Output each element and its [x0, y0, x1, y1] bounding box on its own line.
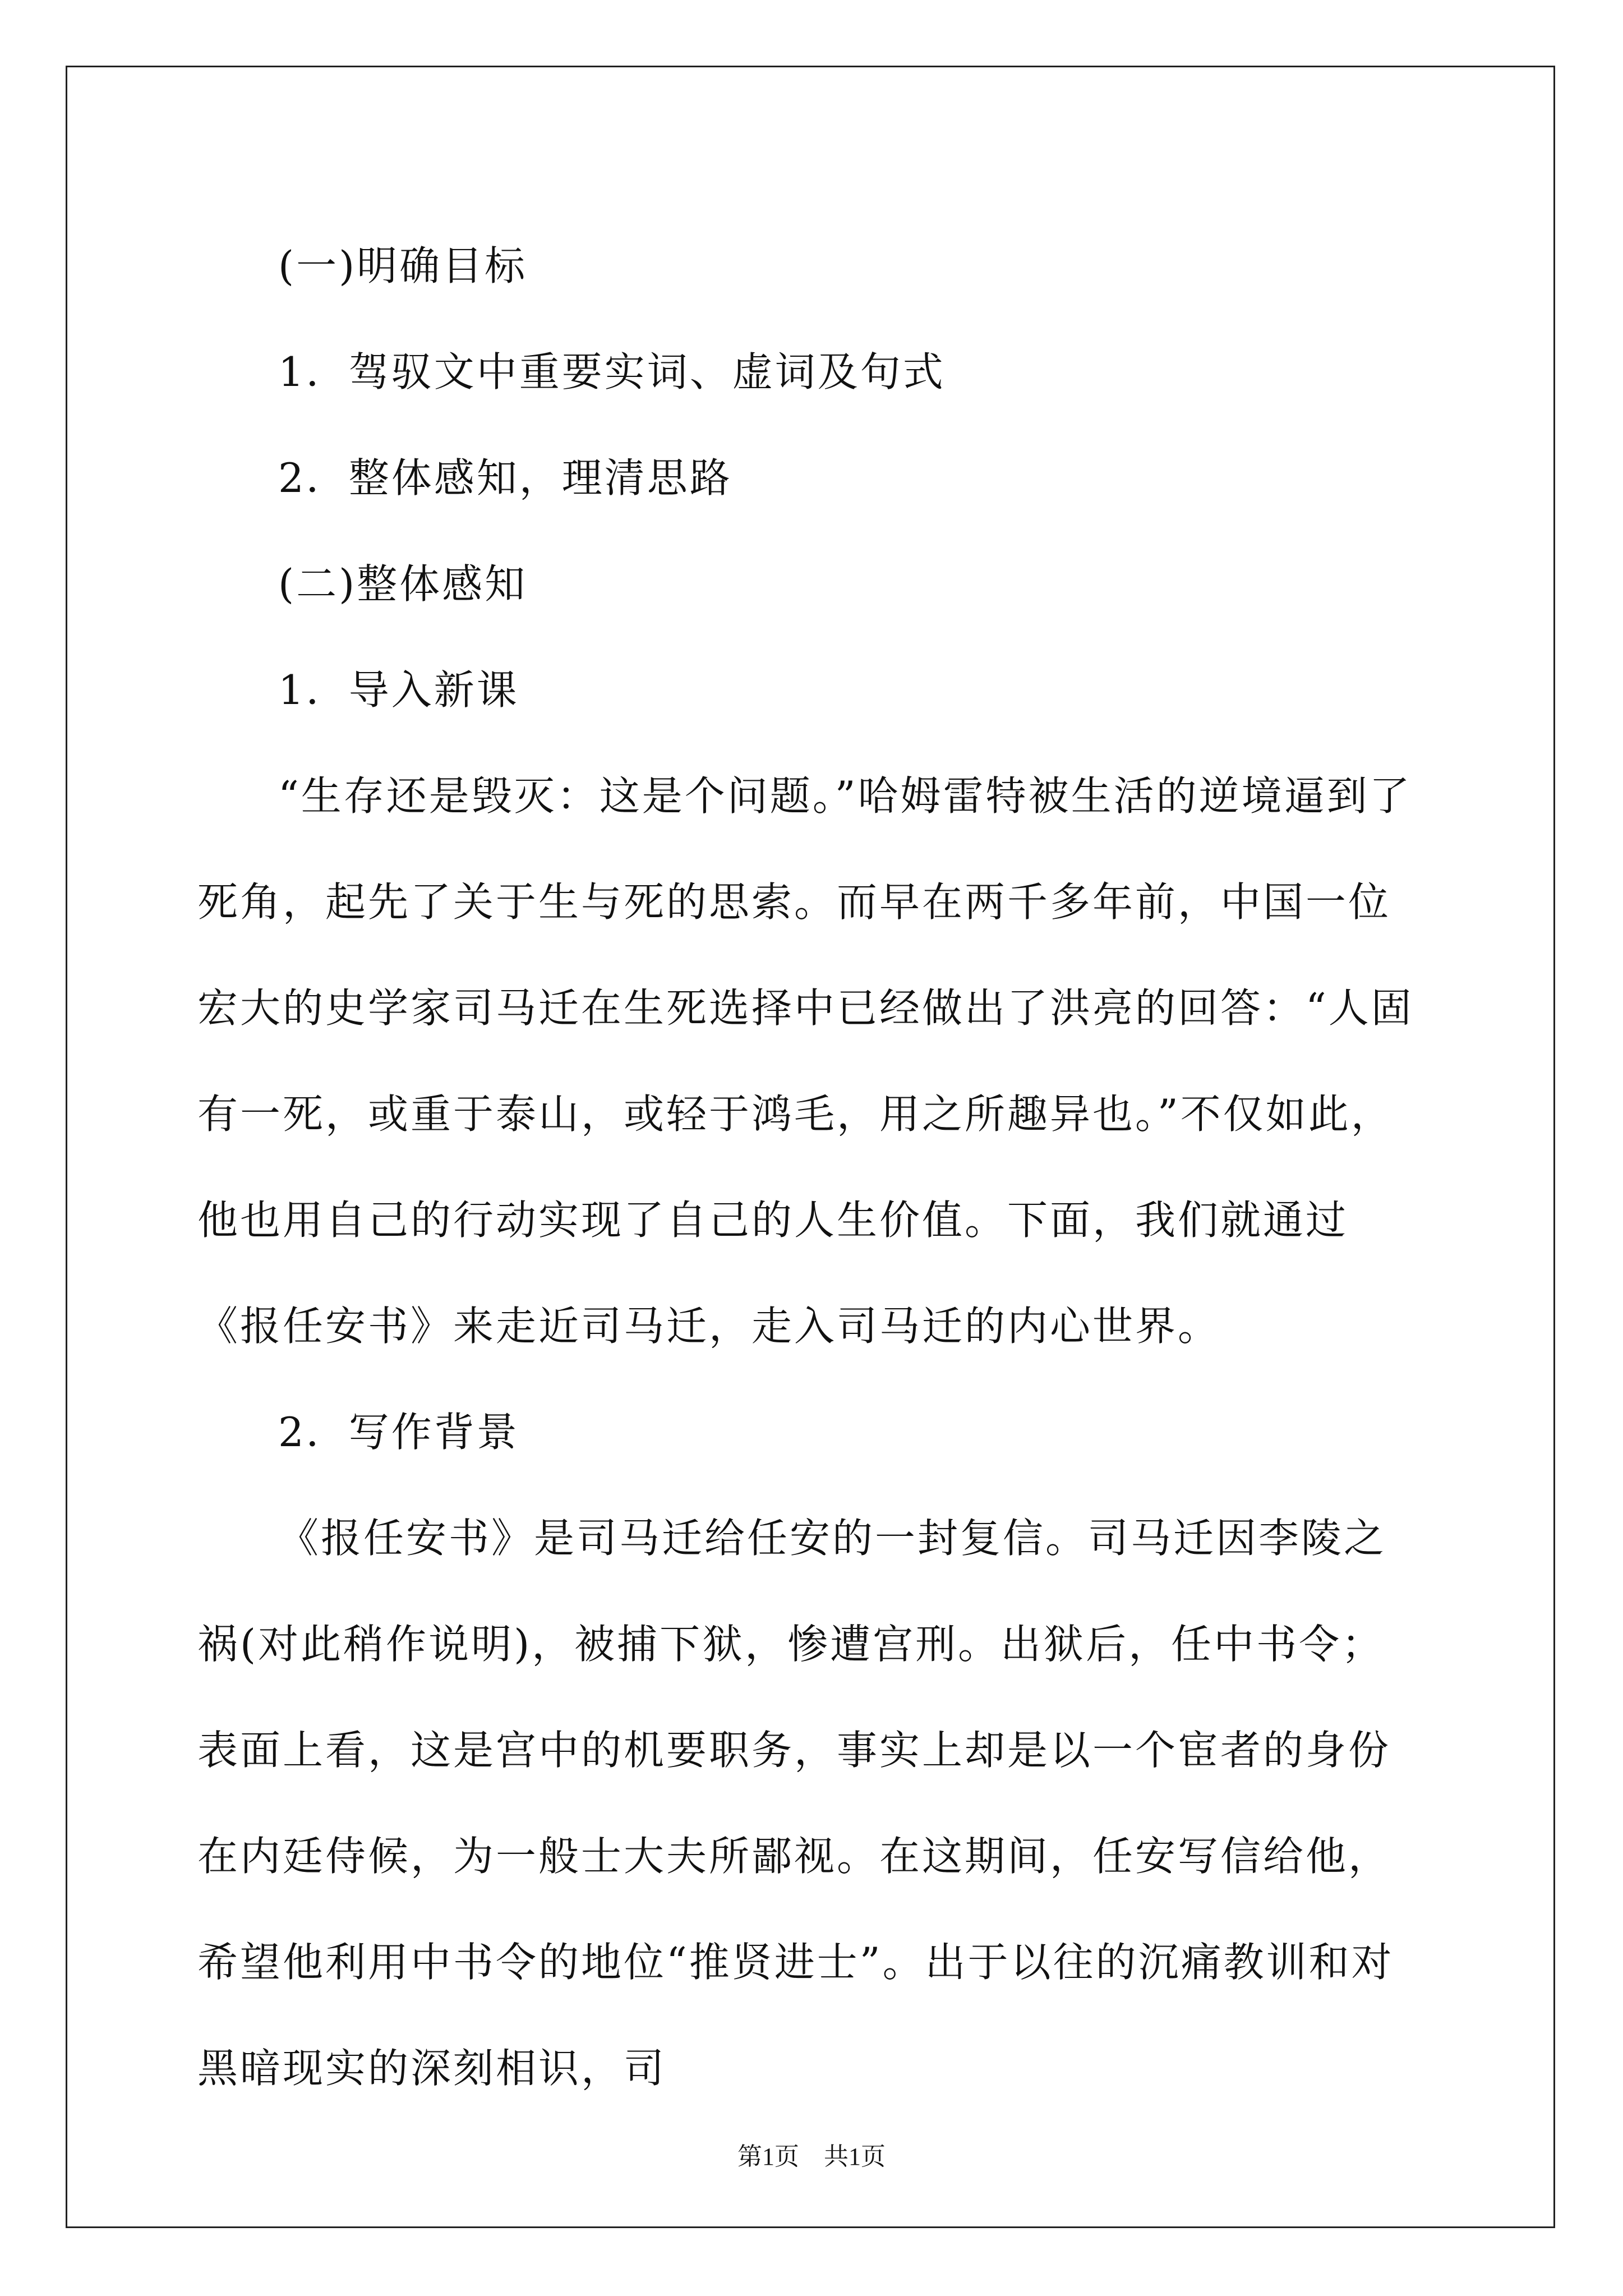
list-item: 1．导入新课	[278, 666, 519, 714]
document-body	[197, 213, 1426, 2122]
section-heading-overview: (二)整体感知	[278, 560, 528, 608]
list-item: 2．整体感知，理清思路	[278, 454, 732, 501]
list-item: 2．写作背景	[278, 1409, 519, 1456]
page-footer: 第1页 共1页	[737, 2143, 886, 2170]
body-paragraph: 《报任安书》是司马迁给任安的一封复信。司马迁因李陵之祸(对此稍作说明)，被捕下狱，惨遭宫刑。出狱后，任中书令；表面上看，这是宫中的机要职务，事实上却是以一个宦者的身份在内廷侍候，为一般士大夫所鄙视。在这期间，任安写信给他，希望他利用中书令的地位“推贤进士”。出于以往的沉痛教训和对黑暗现实的深刻相识，司	[197, 1515, 1394, 2092]
list-item: 1．驾驭文中重要实词、虚词及句式	[278, 348, 946, 395]
body-paragraph: “生存还是毁灭：这是个问题。”哈姆雷特被生活的逆境逼到了死角，起先了关于生与死的思索。而早在两千多年前，中国一位宏大的史学家司马迁在生死选择中已经做出了洪亮的回答：“人固有一死，或重于泰山，或轻于鸿毛，用之所趣异也。”不仅如此，他也用自己的行动实现了自己的人生价值。下面，我们就通过《报任安书》来走近司马迁，走入司马迁的内心世界。	[197, 772, 1414, 1350]
section-heading-objectives: (一)明确目标	[278, 242, 528, 289]
